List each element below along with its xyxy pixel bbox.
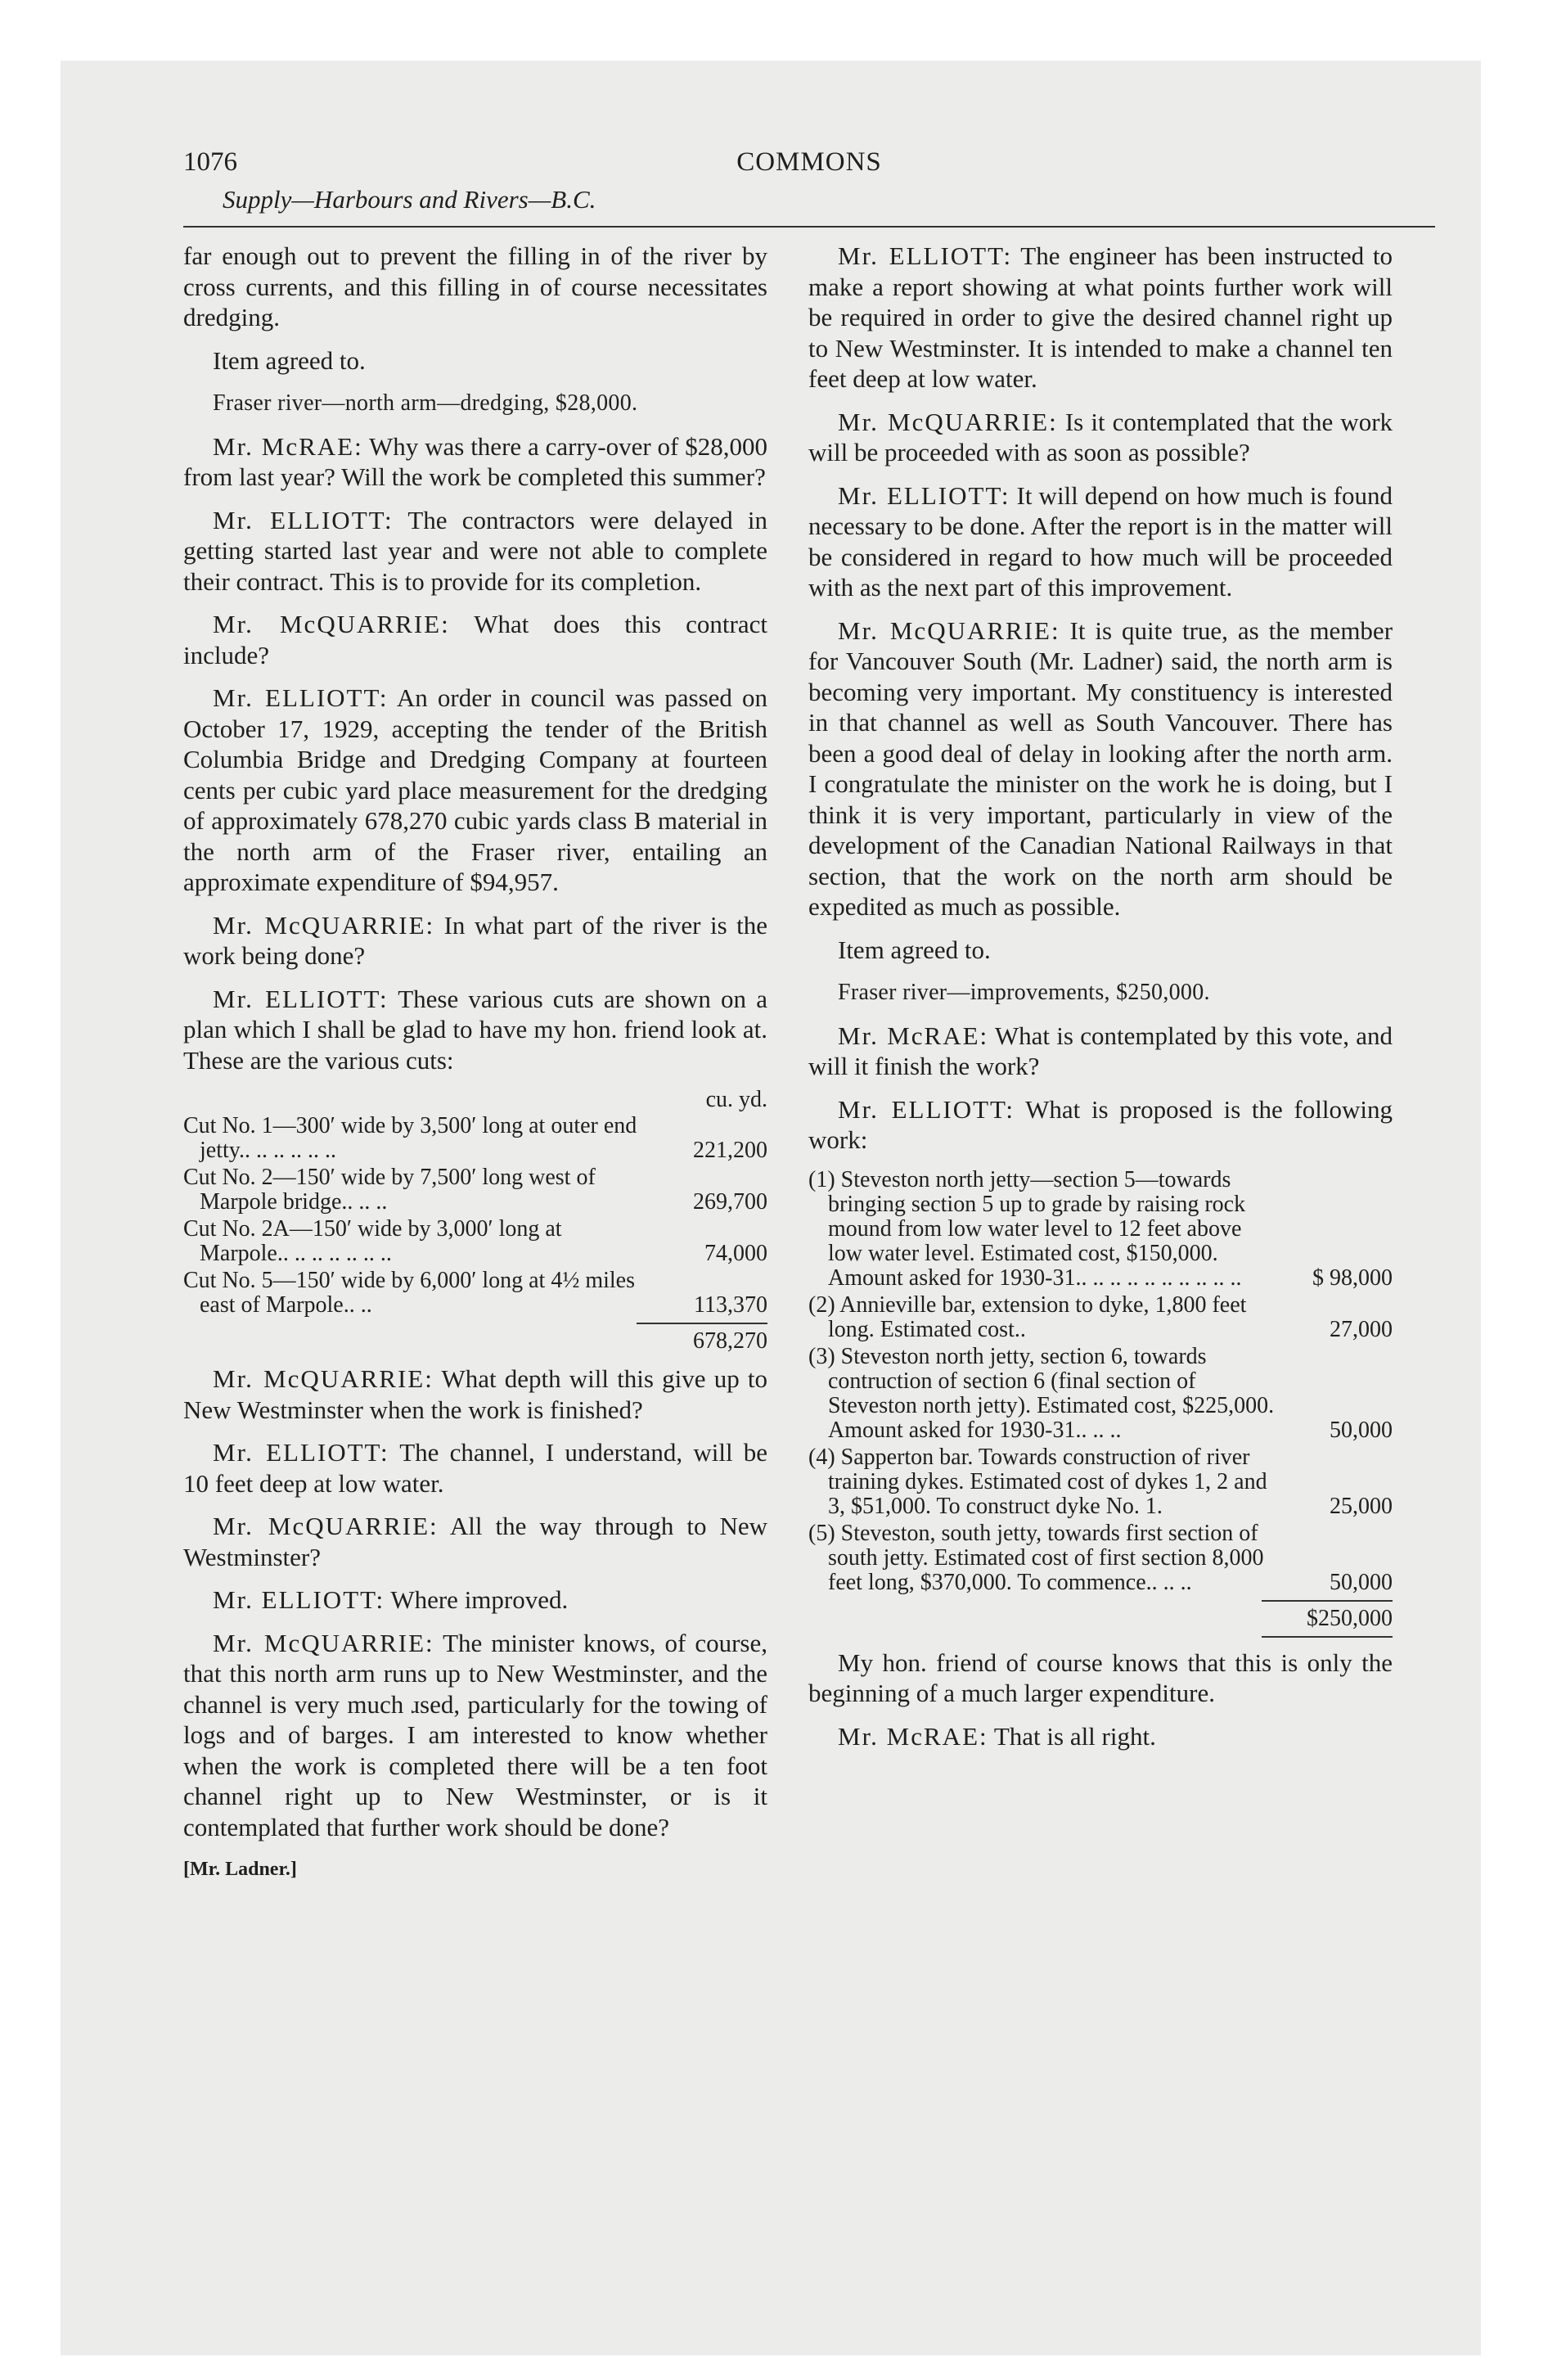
work-value: 27,000: [1330, 1316, 1393, 1342]
speech: [183, 1628, 767, 1843]
speech-text: Why was there a carry-over of $28,000 from last year? Will the work be completed this summer?: [183, 431, 767, 491]
speech: [808, 615, 1393, 922]
running-subtitle: Supply—Harbours and Rivers—B.C.: [223, 185, 596, 214]
paragraph: far enough out to prevent the filling in of the river by cross currents, and this filling in of course necessitates dredging.: [183, 241, 767, 331]
works-total: $250,000: [1262, 1600, 1393, 1638]
speech: [808, 1021, 1393, 1082]
speaker: Mr. McQUARRIE:: [838, 407, 1058, 436]
speaker: Mr. McQUARRIE:: [213, 1364, 434, 1393]
cut-value: 221,200: [693, 1138, 767, 1163]
running-title: COMMONS: [736, 147, 882, 177]
cut-value: 113,370: [694, 1292, 767, 1318]
speaker: Mr. ELLIOTT:: [838, 241, 1013, 270]
paragraph: My hon. friend of course knows that this is only the beginning of a much larger expenditure.: [808, 1648, 1393, 1707]
cut-label: Cut No. 2—150′ wide by 7,500′ long west of Marpole bridge.. .. ..: [183, 1165, 596, 1215]
speaker: Mr. McQUARRIE:: [213, 610, 450, 638]
table-row: [808, 1293, 1393, 1342]
speaker: Mr. McQUARRIE:: [838, 615, 1060, 645]
speech: [808, 241, 1393, 394]
work-label: (1) Steveston north jetty—section 5—towards bringing section 5 up to grade by raising rock mound from low water level to 12 feet above low water level. Estimated cost, $150,000. Amount asked for 1930-31.. .. .. .. .. .. .. .. .. ..: [808, 1166, 1246, 1291]
unit-header: cu. yd.: [705, 1087, 767, 1112]
page-number: 1076: [183, 147, 237, 177]
vote-item: Fraser river—improvements, $250,000.: [838, 980, 1210, 1005]
speech-text: What is contemplated by this vote, and will it finish the work?: [808, 1021, 1393, 1080]
speech: [183, 1364, 767, 1425]
work-value: 50,000: [1330, 1569, 1393, 1595]
vote-item: Fraser river—north arm—dredging, $28,000.: [213, 390, 638, 416]
speech-text: That is all right.: [993, 1721, 1156, 1751]
page-header: [183, 147, 1435, 229]
speaker: Mr. McRAE:: [838, 1721, 988, 1751]
speech-text: The channel, I understand, will be 10 feet deep at low water.: [183, 1438, 767, 1498]
paragraph: Item agreed to.: [213, 345, 366, 375]
speech-text: What is proposed is the following work:: [808, 1094, 1393, 1154]
table-row: [808, 1521, 1393, 1595]
speech: [183, 609, 767, 670]
speech-text: These various cuts are shown on a plan which I shall be glad to have my hon. friend look at. These are the various cuts:: [183, 984, 767, 1075]
speech: [183, 683, 767, 898]
header-rule: [183, 226, 1435, 228]
speech-text: In what part of the river is the work being done?: [183, 910, 768, 970]
cut-label: Cut No. 5—150′ wide by 6,000′ long at 4½ miles east of Marpole.. ..: [183, 1268, 636, 1318]
table-row: [183, 1114, 767, 1163]
table-total-row: [808, 1600, 1393, 1638]
speech-text: Is it contemplated that the work will be proceeded with as soon as possible?: [808, 407, 1393, 467]
speech-text: What depth will this give up to New Westminster when the work is finished?: [183, 1364, 767, 1424]
speaker: Mr. McQUARRIE:: [213, 1512, 439, 1540]
speaker: Mr. McRAE:: [213, 431, 363, 461]
speech: [808, 1094, 1393, 1156]
speaker: Mr. ELLIOTT:: [213, 1585, 385, 1614]
speaker: Mr. McRAE:: [838, 1021, 989, 1050]
cut-value: 74,000: [704, 1241, 767, 1266]
speaker: Mr. ELLIOTT:: [213, 1438, 389, 1467]
speaker: Mr. ELLIOTT:: [213, 505, 394, 534]
speech-text: The contractors were delayed in getting started last year and were not able to complete their contract. This is to provide for its completion.: [183, 505, 767, 596]
table-row: [183, 1217, 767, 1266]
speech-text: An order in council was passed on October 17, 1929, accepting the tender of the British Columbia Bridge and Dredging Company at fourteen cents per cubic yard place measurement for the dredging of approximately 678,270 cubic yards class B material in the north arm of the Fraser river, entailing an approximate expenditure of $94,957.: [183, 683, 767, 896]
speech: [183, 505, 767, 597]
work-label: (3) Steveston north jetty, section 6, towards contruction of section 6 (final section of Steveston north jetty). Estimated cost, $225,000. Amount asked for 1930-31.. .. ..: [808, 1343, 1275, 1443]
right-column: [808, 241, 1393, 1764]
speech: [183, 1437, 767, 1499]
work-label: (2) Annieville bar, extension to dyke, 1,800 feet long. Estimated cost..: [808, 1291, 1247, 1342]
paragraph: Item agreed to.: [838, 935, 991, 964]
speech-text: It is quite true, as the member for Vancouver South (Mr. Ladner) said, the north arm is becoming very important. My constituency is interested in that channel as well as South Vancouver. There has been a good deal of delay in looking after the north arm. I congratulate the minister on the work he is doing, but I think it is very important, particularly in view of the development of the Canadian National Railways in that section, that the work on the north arm should be expedited as much as possible.: [808, 615, 1393, 921]
speaker: Mr. McQUARRIE:: [213, 1628, 434, 1657]
table-row: [183, 1165, 767, 1215]
footnote: [Mr. Ladner.]: [183, 1859, 297, 1880]
speech: [183, 431, 767, 493]
speech-text: What does this contract include?: [183, 610, 767, 669]
speaker: Mr. ELLIOTT:: [838, 480, 1010, 510]
table-row: [183, 1269, 767, 1318]
work-value: $ 98,000: [1312, 1264, 1393, 1291]
speech: [808, 407, 1393, 468]
speech-text: Where improved.: [390, 1585, 569, 1614]
cut-label: Cut No. 2A—150′ wide by 3,000′ long at Marpole.. .. .. .. .. .. ..: [183, 1216, 562, 1266]
speech-text: The engineer has been instructed to make a report showing at what points further work will be required in order to give the desired channel right up to New Westminster. It is intended to make a channel ten feet deep at low water.: [808, 241, 1393, 393]
work-value: 25,000: [1330, 1493, 1393, 1519]
cuts-table: [183, 1088, 767, 1354]
speech: [808, 480, 1393, 603]
cut-value: 269,700: [693, 1189, 767, 1215]
speech: [183, 984, 767, 1076]
cut-label: Cut No. 1—300′ wide by 3,500′ long at outer end jetty.. .. .. .. .. ..: [183, 1113, 637, 1163]
speech: [183, 910, 767, 971]
speaker: Mr. ELLIOTT:: [213, 984, 389, 1013]
table-total-row: [183, 1323, 767, 1354]
work-label: (5) Steveston, south jetty, towards first section of south jetty. Estimated cost of first section 8,000 feet long, $370,000. To commence.. .. ..: [808, 1520, 1264, 1595]
works-table: [808, 1168, 1393, 1638]
work-label: (4) Sapperton bar. Towards construction of river training dykes. Estimated cost of dykes 1, 2 and 3, $51,000. To construct dyke No. 1.: [808, 1444, 1267, 1519]
speech: [183, 1511, 767, 1572]
table-row: [808, 1445, 1393, 1519]
speaker: Mr. ELLIOTT:: [213, 683, 389, 712]
speech-text: The minister knows, of course, that this north arm runs up to New Westminster, and the channel is very much ɹsed, particularly for the towing of logs and of barges. I am interested to know whether when the work is completed there will be a ten foot channel right up to New Westminster, or is it contemplated that further work should be done?: [183, 1628, 767, 1841]
cuts-total: 678,270: [637, 1323, 767, 1354]
speaker: Mr. ELLIOTT:: [838, 1094, 1015, 1124]
speech: [183, 1584, 767, 1616]
table-row: [808, 1345, 1393, 1443]
table-row: [808, 1168, 1393, 1291]
left-column: [183, 241, 767, 1898]
speaker: Mr. McQUARRIE:: [213, 910, 435, 940]
speech-text: It will depend on how much is found necessary to be done. After the report is in the matter will be considered in regard to how much will be proceeded with as the next part of this improvement.: [808, 480, 1393, 602]
speech: [808, 1721, 1393, 1752]
work-value: 50,000: [1330, 1417, 1393, 1443]
speech-text: All the way through to New Westminster?: [183, 1512, 768, 1571]
